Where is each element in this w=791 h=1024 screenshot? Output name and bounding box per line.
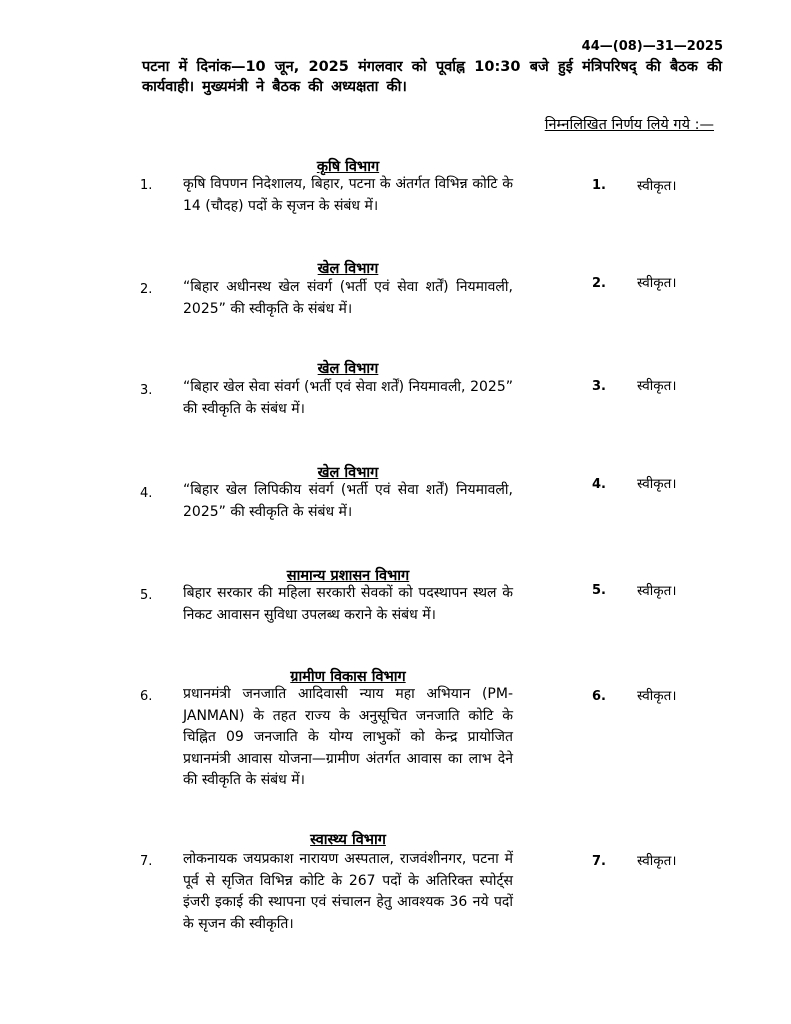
decisions-heading: निम्नलिखित निर्णय लिये गये :— <box>544 117 714 133</box>
item-description: प्रधानमंत्री जनजाति आदिवासी न्याय महा अभियान (PM-JANMAN) के तहत राज्य के अनुसूचित जनजाति कोटि के चिह्नित 09 जनजाति के योग्य लाभुकों को केन्द्र प्रायोजित प्रधानमंत्री आवास योजना—ग्रामीण अंतर्गत आवास का लाभ देने की स्वीकृति के संबंध में। <box>183 686 513 788</box>
item-number: 1. <box>140 178 153 193</box>
decision-status: स्वीकृत। <box>637 476 677 492</box>
decision-status: स्वीकृत। <box>637 275 677 291</box>
item-description: लोकनायक जयप्रकाश नारायण अस्पताल, राजवंशीनगर, पटना में पूर्व से सृजित विभिन्न कोटि के 267 पदों के अतिरिक्त स्पोर्ट्स इंजरी इकाई की स्थापना एवं संचालन हेतु आवश्यक 36 नये पदों के सृजन की स्वीकृति। <box>183 851 513 932</box>
decision-status: स्वीकृत। <box>637 583 677 599</box>
item-number: 4. <box>140 486 153 501</box>
department-heading: स्वास्थ्य विभाग <box>310 832 386 848</box>
item-number: 7. <box>140 854 153 869</box>
decision-number: 7. <box>592 854 606 869</box>
decision-status: स्वीकृत। <box>637 178 677 194</box>
department-heading: खेल विभाग <box>317 261 379 277</box>
department-heading: खेल विभाग <box>317 361 379 377</box>
decision-number: 4. <box>592 477 606 492</box>
decision-number: 6. <box>592 689 606 704</box>
item-description: “बिहार खेल लिपिकीय संवर्ग (भर्ती एवं सेवा शर्तें) नियमावली, 2025” की स्वीकृति के संबंध में। <box>183 482 513 520</box>
department-heading: सामान्य प्रशासन विभाग <box>286 568 410 584</box>
department-heading: कृषि विभाग <box>316 159 380 175</box>
item-description: कृषि विपणन निदेशालय, बिहार, पटना के अंतर्गत विभिन्न कोटि के 14 (चौदह) पदों के सृजन के संबंध में। <box>183 176 513 214</box>
item-description: “बिहार खेल सेवा संवर्ग (भर्ती एवं सेवा शर्तें) नियमावली, 2025” की स्वीकृति के संबंध में। <box>183 379 513 417</box>
decision-number: 3. <box>592 379 606 394</box>
decision-number: 1. <box>592 178 606 193</box>
item-number: 2. <box>140 282 153 297</box>
decision-status: स्वीकृत। <box>637 378 677 394</box>
reference-number: 44—(08)—31—2025 <box>581 39 723 54</box>
item-description: बिहार सरकार की महिला सरकारी सेवकों को पदस्थापन स्थल के निकट आवासन सुविधा उपलब्ध कराने के संबंध में। <box>183 585 513 623</box>
item-number: 3. <box>140 383 153 398</box>
decision-number: 5. <box>592 583 606 598</box>
department-heading: खेल विभाग <box>317 465 379 481</box>
department-heading: ग्रामीण विकास विभाग <box>290 669 406 685</box>
decision-status: स्वीकृत। <box>637 853 677 869</box>
decision-status: स्वीकृत। <box>637 688 677 704</box>
item-number: 5. <box>140 588 153 603</box>
decision-number: 2. <box>592 276 606 291</box>
meeting-intro: पटना में दिनांक—10 जून, 2025 मंगलवार को पूर्वाह्न 10:30 बजे हुई मंत्रिपरिषद् की बैठक की कार्यवाही। मुख्यमंत्री ने बैठक की अध्यक्षता की। <box>142 59 722 95</box>
item-number: 6. <box>140 689 153 704</box>
item-description: “बिहार अधीनस्थ खेल संवर्ग (भर्ती एवं सेवा शर्तें) नियमावली, 2025” की स्वीकृति के संबंध में। <box>183 279 513 317</box>
